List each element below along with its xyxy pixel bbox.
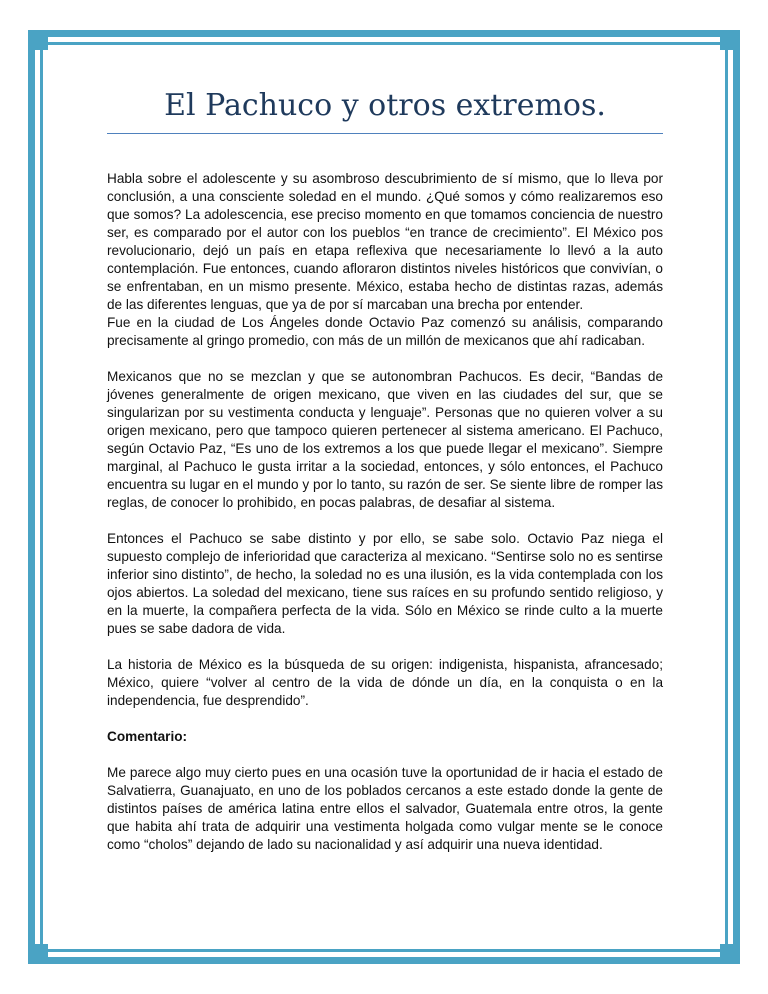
border-corner-ornament <box>720 30 740 50</box>
body-paragraph: Fue en la ciudad de Los Ángeles donde Octavio Paz comenzó su análisis, comparando precisamente al gringo promedio, con más de un millón de mexicanos que ahí radicaban. <box>107 315 663 348</box>
body-paragraph: La historia de México es la búsqueda de su origen: indigenista, hispanista, afrancesado; México, quiere “volver al centro de la vida de dónde un día, en la conquista o en la independencia, fue desprendido”. <box>107 657 663 708</box>
title-underline <box>107 133 663 134</box>
document-title: El Pachuco y otros extremos. <box>164 88 606 123</box>
body-paragraph: Entonces el Pachuco se sabe distinto y por ello, se sabe solo. Octavio Paz niega el supuesto complejo de inferioridad que caracteriza al mexicano. “Sentirse solo no es sentirse inferior sino distinto”, de hecho, la soledad no es una ilusión, es la vida contemplada con los ojos abiertos. La soledad del mexicano, tiene sus raíces en su profundo sentido religioso, y en la muerte, la compañera perfecta de la vida. Sólo en México se rinde culto a la muerte pues se sabe dadora de vida. <box>107 531 663 636</box>
body-paragraph: Mexicanos que no se mezclan y que se autonombran Pachucos. Es decir, “Bandas de jóvenes generalmente de origen mexicano, que viven en las ciudades del sur, que se singularizan por su vestimenta conducta y lenguaje”. Personas que no quieren volver a su origen mexicano, pero que tampoco quieren pertenecer al sistema americano. El Pachuco, según Octavio Paz, “Es uno de los extremos a los que puede llegar el mexicano”. Siempre marginal, al Pachuco le gusta irritar a la sociedad, entonces, y sólo entonces, el Pachuco encuentra su lugar en el mundo y por lo tanto, su razón de ser. Se siente libre de romper las reglas, de conocer lo prohibido, en pocas palabras, de desafiar al sistema. <box>107 369 663 510</box>
body-paragraph: Habla sobre el adolescente y su asombroso descubrimiento de sí mismo, que lo lleva por conclusión, a una consciente soledad en el mundo. ¿Qué somos y cómo realizaremos eso que somos? La adolescencia, ese preciso momento en que tomamos conciencia de nuestro ser, es comparado por el autor con los pueblos “en trance de crecimiento”. El México pos revolucionario, dejó un país en etapa reflexiva que necesariamente lo llevó a la auto contemplación. Fue entonces, cuando afloraron distintos niveles históricos que convivían, o se enfrentaban, en un mismo presente. México, estaba hecho de distintas razas, además de las diferentes lenguas, que ya de por sí marcaban una brecha por entender. <box>107 171 663 312</box>
border-corner-ornament <box>28 944 48 964</box>
border-corner-ornament <box>28 30 48 50</box>
border-corner-ornament <box>720 944 740 964</box>
comment-heading: Comentario: <box>107 729 188 744</box>
comment-paragraph: Me parece algo muy cierto pues en una ocasión tuve la oportunidad de ir hacia el estado de Salvatierra, Guanajuato, en uno de los poblados cercanos a este estado donde la gente de distintos países de américa latina entre ellos el salvador, Guatemala entre otros, la gente que habita ahí trata de adquirir una vestimenta holgada como vulgar mente se le conoce como “cholos” dejando de lado su nacionalidad y así adquirir una nueva identidad. <box>107 765 663 852</box>
document-body <box>107 170 663 872</box>
